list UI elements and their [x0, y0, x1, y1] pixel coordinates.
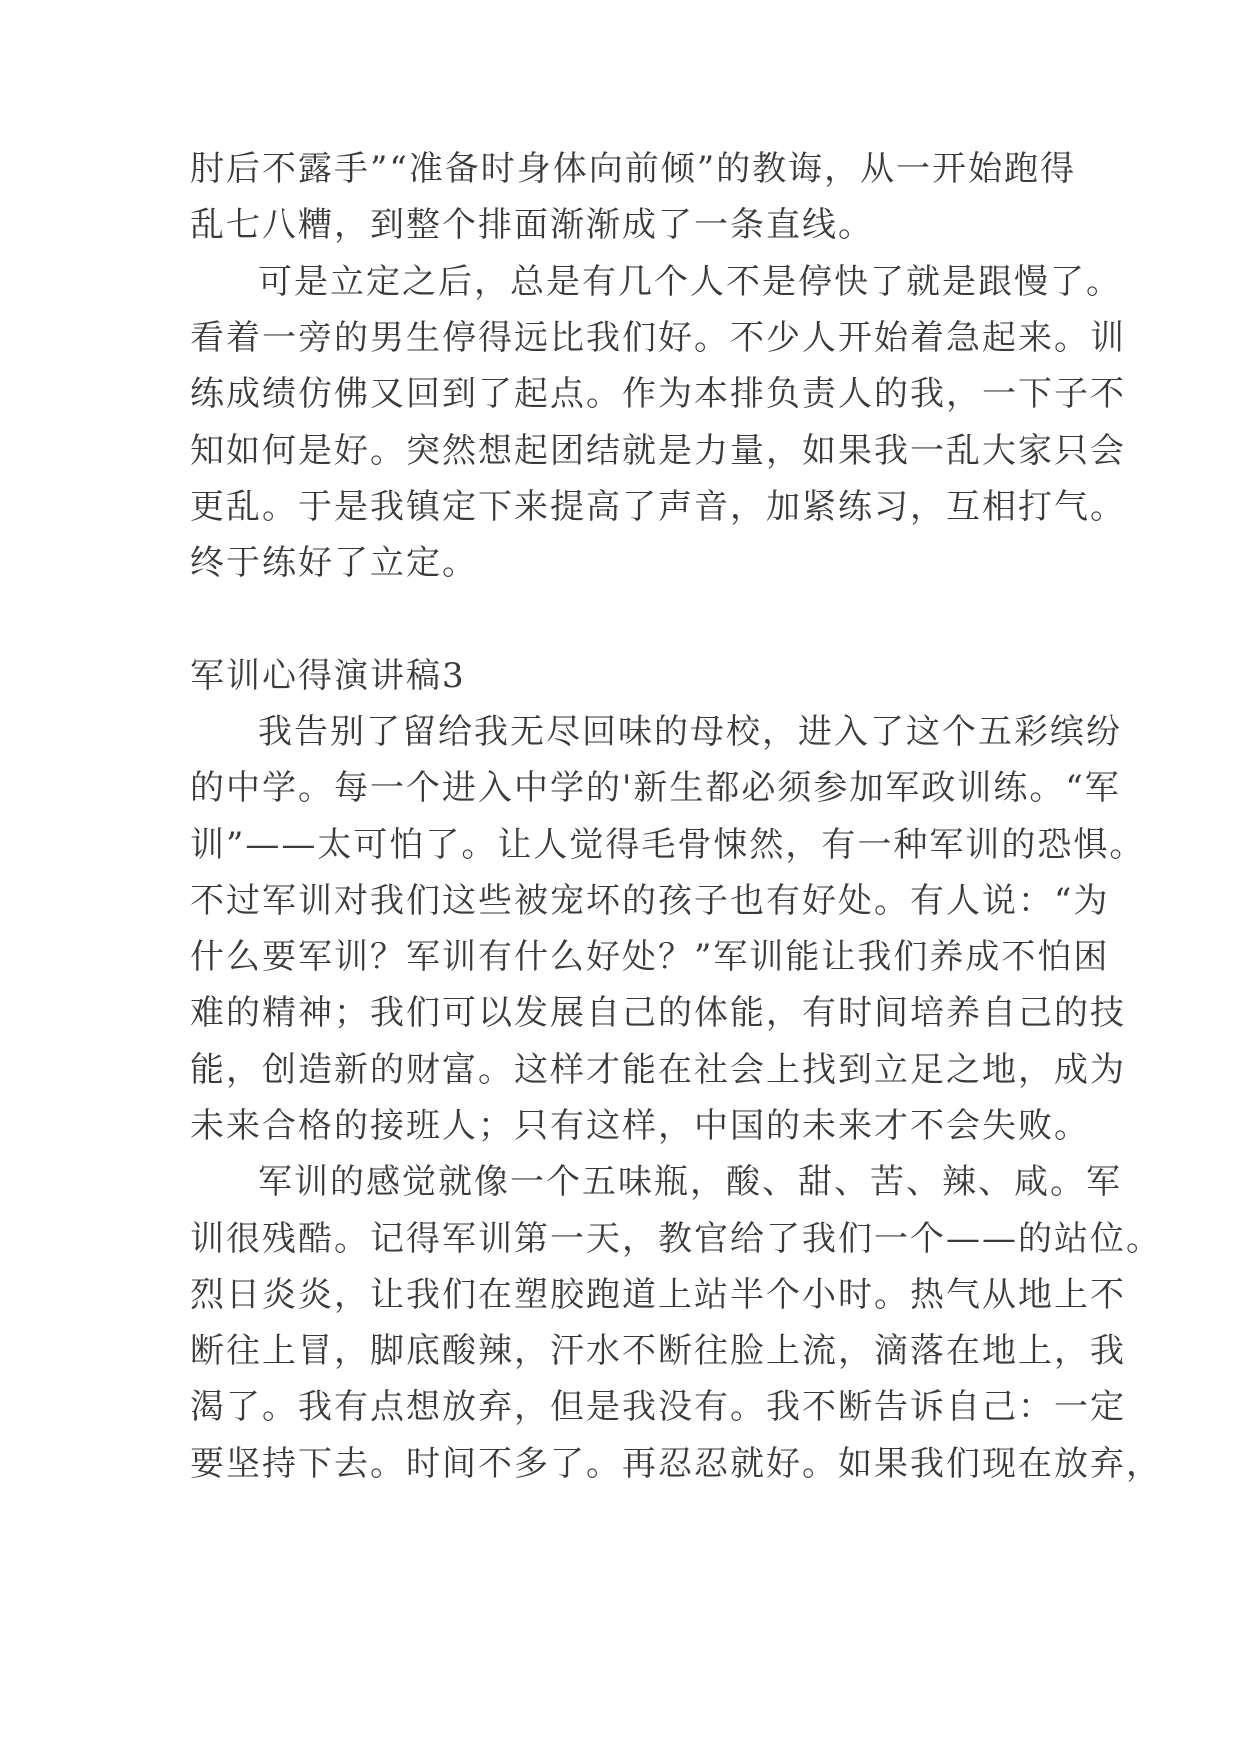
text-line: 能，创造新的财富。这样才能在社会上找到立足之地，成为	[190, 1050, 1126, 1090]
text-line: 乱七八糟，到整个排面渐渐成了一条直线。	[190, 205, 874, 245]
text-line: 肘后不露手”“准备时身体向前倾”的教诲，从一开始跑得	[190, 149, 1077, 189]
text-line: 断往上冒，脚底酸辣，汗水不断往脸上流，滴落在地上，我	[190, 1331, 1126, 1371]
text-line: 训”——太可怕了。让人觉得毛骨悚然，有一种军训的恐惧。	[190, 825, 1146, 865]
text-line: 渴了。我有点想放弃，但是我没有。我不断告诉自己：一定	[190, 1387, 1126, 1427]
section-title: 军训心得演讲稿3	[190, 656, 466, 696]
text-line: 不过军训对我们这些被宠坏的孩子也有好处。有人说：“为	[190, 881, 1110, 921]
text-line: 难的精神；我们可以发展自己的体能，有时间培养自己的技	[190, 993, 1126, 1033]
text-line: 更乱。于是我镇定下来提高了声音，加紧练习，互相打气。	[190, 487, 1126, 527]
paragraph-first-line: 可是立定之后，总是有几个人不是停快了就是跟慢了。	[258, 262, 1122, 302]
text-line: 知如何是好。突然想起团结就是力量，如果我一乱大家只会	[190, 431, 1126, 471]
text-line: 的中学。每一个进入中学的'新生都必须参加军政训练。“军	[190, 768, 1121, 808]
text-line: 什么要军训？军训有什么好处？”军训能让我们养成不怕困	[190, 937, 1110, 977]
paragraph-first-line: 军训的感觉就像一个五味瓶，酸、甜、苦、辣、咸。军	[258, 1162, 1122, 1202]
text-line: 看着一旁的男生停得远比我们好。不少人开始着急起来。训	[190, 318, 1126, 358]
text-line: 练成绩仿佛又回到了起点。作为本排负责人的我，一下子不	[190, 374, 1126, 414]
text-line: 要坚持下去。时间不多了。再忍忍就好。如果我们现在放弃，	[190, 1444, 1162, 1484]
text-line: 终于练好了立定。	[190, 543, 478, 583]
text-line: 未来合格的接班人；只有这样，中国的未来才不会失败。	[190, 1106, 1090, 1146]
text-line: 训很残酷。记得军训第一天，教官给了我们一个——的站位。	[190, 1219, 1162, 1259]
text-line: 烈日炎炎，让我们在塑胶跑道上站半个小时。热气从地上不	[190, 1275, 1126, 1315]
paragraph-first-line: 我告别了留给我无尽回味的母校，进入了这个五彩缤纷	[258, 712, 1122, 752]
